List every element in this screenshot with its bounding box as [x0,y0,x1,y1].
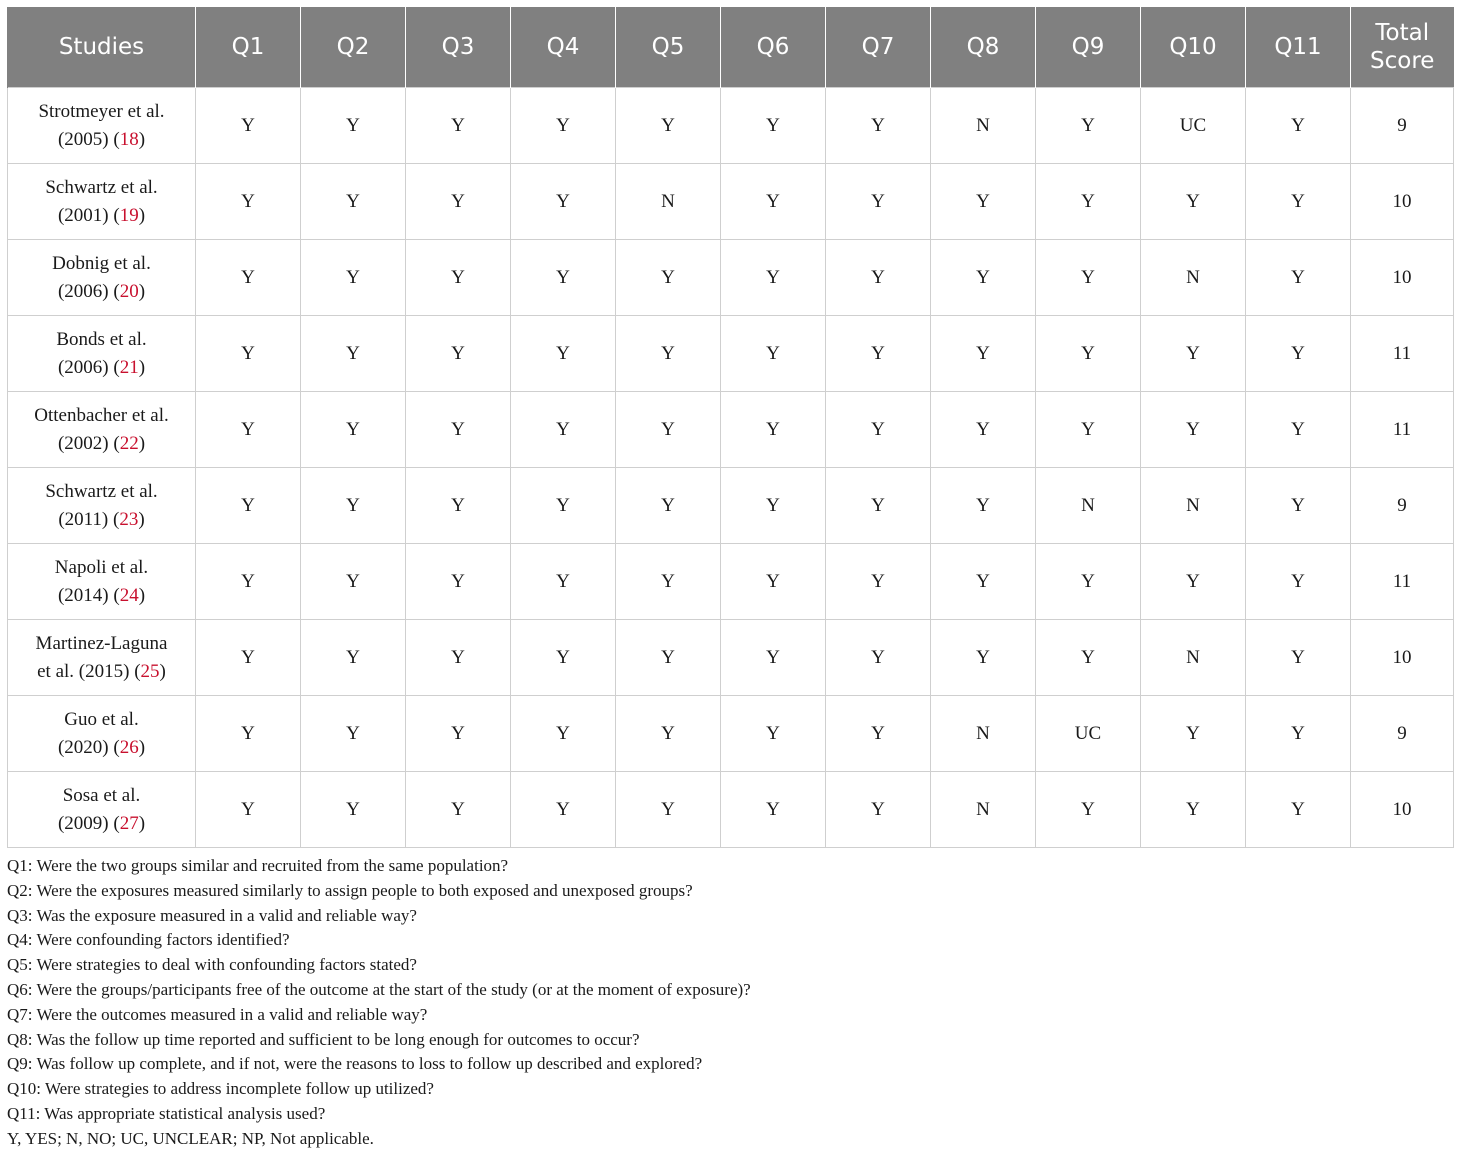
table-row [8,620,1454,696]
answer-cell-q10: N [1141,468,1246,544]
question-note: Q2: Were the exposures measured similarly to assign people to both exposed and unexposed groups? [7,880,693,900]
answer-cell-q9: Y [1036,88,1141,164]
answer-cell-q11: Y [1246,544,1351,620]
answer-cell-q8: Y [931,544,1036,620]
study-name: Ottenbacher et al. [34,404,169,426]
total-score-cell: 9 [1351,88,1454,164]
column-header-q10: Q10 [1141,7,1246,88]
answer-cell-q8: Y [931,620,1036,696]
answer-cell-q5: Y [616,316,721,392]
answer-cell-q4: Y [511,468,616,544]
answer-cell-q2: Y [301,392,406,468]
answer-cell-q9: Y [1036,316,1141,392]
reference-link[interactable]: 24 [119,584,139,606]
reference-link[interactable]: 19 [119,204,139,226]
answer-cell-q5: Y [616,240,721,316]
answer-cell-q2: Y [301,88,406,164]
reference-link[interactable]: 27 [119,812,139,834]
study-year: (2006) ( [57,356,120,378]
study-year-close: ) [138,280,146,302]
answer-cell-q9: Y [1036,620,1141,696]
study-cell [8,392,196,468]
answer-cell-q4: Y [511,772,616,848]
study-cell [8,544,196,620]
reference-link[interactable]: 21 [119,356,139,378]
answer-cell-q11: Y [1246,468,1351,544]
column-header-q7: Q7 [826,7,931,88]
answer-cell-q11: Y [1246,164,1351,240]
answer-cell-q7: Y [826,468,931,544]
total-score-cell: 11 [1351,544,1454,620]
study-cell [8,88,196,164]
answer-cell-q2: Y [301,240,406,316]
answer-cell-q2: Y [301,164,406,240]
answer-cell-q3: Y [406,544,511,620]
answer-cell-q6: Y [721,772,826,848]
answer-cell-q5: Y [616,88,721,164]
abbreviation-note: Y, YES; N, NO; UC, UNCLEAR; NP, Not applicable. [7,1128,374,1148]
question-note: Q6: Were the groups/participants free of the outcome at the start of the study (or at the moment of exposure)? [7,979,751,999]
reference-link[interactable]: 18 [119,128,139,150]
answer-cell-q7: Y [826,88,931,164]
study-cell [8,772,196,848]
total-score-cell: 11 [1351,392,1454,468]
answer-cell-q4: Y [511,164,616,240]
answer-cell-q6: Y [721,696,826,772]
answer-cell-q11: Y [1246,392,1351,468]
answer-cell-q4: Y [511,316,616,392]
study-year-close: ) [159,660,166,682]
table-row [8,468,1454,544]
answer-cell-q10: Y [1141,544,1246,620]
study-cell [8,620,196,696]
answer-cell-q7: Y [826,772,931,848]
answer-cell-q9: N [1036,468,1141,544]
answer-cell-q9: Y [1036,392,1141,468]
answer-cell-q8: N [931,772,1036,848]
answer-cell-q2: Y [301,772,406,848]
study-name: Sosa et al. [62,784,141,806]
study-year-close: ) [138,508,145,530]
study-cell [8,696,196,772]
study-name: Strotmeyer et al. [38,100,165,122]
answer-cell-q11: Y [1246,696,1351,772]
answer-cell-q2: Y [301,544,406,620]
study-cell [8,316,196,392]
answer-cell-q1: Y [196,316,301,392]
question-note: Q11: Was appropriate statistical analysis used? [7,1103,326,1123]
total-score-cell: 10 [1351,164,1454,240]
answer-cell-q4: Y [511,88,616,164]
question-note: Q3: Was the exposure measured in a valid and reliable way? [7,905,417,925]
column-header-q6: Q6 [721,7,826,88]
answer-cell-q7: Y [826,240,931,316]
table-row [8,316,1454,392]
question-note: Q9: Was follow up complete, and if not, were the reasons to loss to follow up described and explored? [7,1054,703,1074]
answer-cell-q10: Y [1141,696,1246,772]
answer-cell-q7: Y [826,164,931,240]
quality-assessment-table-wrapper [7,7,1453,1152]
column-header-q1: Q1 [196,7,301,88]
answer-cell-q7: Y [826,696,931,772]
study-year-close: ) [138,432,146,454]
column-header-q3: Q3 [406,7,511,88]
column-header-q5: Q5 [616,7,721,88]
table-row [8,164,1454,240]
answer-cell-q1: Y [196,544,301,620]
answer-cell-q5: Y [616,544,721,620]
answer-cell-q2: Y [301,696,406,772]
answer-cell-q4: Y [511,544,616,620]
total-score-cell: 10 [1351,772,1454,848]
answer-cell-q2: Y [301,468,406,544]
study-year: (2014) ( [57,584,120,606]
study-year: (2001) ( [57,204,120,226]
answer-cell-q5: Y [616,620,721,696]
answer-cell-q10: N [1141,240,1246,316]
answer-cell-q11: Y [1246,88,1351,164]
answer-cell-q9: Y [1036,772,1141,848]
study-year: et al. (2015) ( [37,660,141,682]
question-note: Q1: Were the two groups similar and recruited from the same population? [7,856,509,875]
answer-cell-q10: Y [1141,772,1246,848]
answer-cell-q3: Y [406,164,511,240]
answer-cell-q8: Y [931,468,1036,544]
study-year-close: ) [138,584,146,606]
answer-cell-q8: Y [931,240,1036,316]
total-score-cell: 9 [1351,696,1454,772]
answer-cell-q1: Y [196,240,301,316]
answer-cell-q1: Y [196,164,301,240]
study-cell [8,164,196,240]
study-name: Schwartz et al. [45,480,158,502]
study-year-close: ) [138,204,146,226]
answer-cell-q7: Y [826,544,931,620]
answer-cell-q5: Y [616,696,721,772]
column-header-q4: Q4 [511,7,616,88]
column-header-q11: Q11 [1246,7,1351,88]
answer-cell-q9: Y [1036,240,1141,316]
answer-cell-q4: Y [511,392,616,468]
answer-cell-q5: Y [616,468,721,544]
study-year: (2006) ( [57,280,120,302]
answer-cell-q6: Y [721,240,826,316]
reference-link[interactable]: 23 [119,508,139,530]
study-year-close: ) [138,812,146,834]
answer-cell-q10: Y [1141,316,1246,392]
answer-cell-q6: Y [721,88,826,164]
answer-cell-q10: UC [1141,88,1246,164]
answer-cell-q3: Y [406,620,511,696]
answer-cell-q4: Y [511,696,616,772]
answer-cell-q3: Y [406,316,511,392]
answer-cell-q3: Y [406,240,511,316]
table-header-row [8,7,1454,88]
answer-cell-q7: Y [826,620,931,696]
answer-cell-q6: Y [721,316,826,392]
answer-cell-q4: Y [511,620,616,696]
answer-cell-q1: Y [196,468,301,544]
answer-cell-q9: Y [1036,164,1141,240]
reference-link[interactable]: 20 [119,280,139,302]
column-header-q8: Q8 [931,7,1036,88]
answer-cell-q8: N [931,696,1036,772]
study-name: Bonds et al. [56,328,147,350]
study-year-close: ) [138,356,146,378]
total-score-cell: 9 [1351,468,1454,544]
answer-cell-q3: Y [406,392,511,468]
study-name: Napoli et al. [54,556,149,578]
column-header-total-score: Total Score [1351,7,1454,88]
answer-cell-q3: Y [406,468,511,544]
answer-cell-q1: Y [196,392,301,468]
answer-cell-q10: Y [1141,164,1246,240]
answer-cell-q7: Y [826,316,931,392]
study-name: Guo et al. [64,708,139,730]
answer-cell-q3: Y [406,772,511,848]
answer-cell-q6: Y [721,392,826,468]
answer-cell-q6: Y [721,544,826,620]
total-score-cell: 11 [1351,316,1454,392]
quality-assessment-table [7,7,1454,848]
study-cell [8,468,196,544]
answer-cell-q11: Y [1246,620,1351,696]
question-note: Q10: Were strategies to address incomplete follow up utilized? [7,1079,434,1099]
reference-link[interactable]: 26 [119,736,139,758]
answer-cell-q1: Y [196,88,301,164]
question-note: Q7: Were the outcomes measured in a valid and reliable way? [7,1004,428,1024]
answer-cell-q11: Y [1246,772,1351,848]
table-row [8,392,1454,468]
study-cell [8,240,196,316]
answer-cell-q3: Y [406,88,511,164]
column-header-studies: Studies [8,7,196,88]
answer-cell-q9: UC [1036,696,1141,772]
answer-cell-q8: Y [931,164,1036,240]
answer-cell-q4: Y [511,240,616,316]
total-score-cell: 10 [1351,620,1454,696]
table-row [8,696,1454,772]
total-score-cell: 10 [1351,240,1454,316]
answer-cell-q8: Y [931,392,1036,468]
answer-cell-q6: Y [721,620,826,696]
study-year: (2020) ( [57,736,120,758]
question-note: Q4: Were confounding factors identified? [7,930,290,950]
reference-link[interactable]: 22 [119,432,139,454]
study-year: (2009) ( [57,812,120,834]
study-name: Martinez-Laguna [35,632,168,654]
study-year: (2005) ( [57,128,120,150]
answer-cell-q11: Y [1246,316,1351,392]
study-name: Schwartz et al. [45,176,158,198]
answer-cell-q2: Y [301,620,406,696]
study-year: (2002) ( [57,432,120,454]
question-note: Q5: Were strategies to deal with confounding factors stated? [7,955,417,975]
study-year: (2011) ( [58,508,120,530]
answer-cell-q1: Y [196,772,301,848]
column-header-q2: Q2 [301,7,406,88]
study-year-close: ) [138,736,146,758]
table-row [8,544,1454,620]
answer-cell-q9: Y [1036,544,1141,620]
answer-cell-q11: Y [1246,240,1351,316]
study-name: Dobnig et al. [52,252,151,274]
answer-cell-q6: Y [721,164,826,240]
answer-cell-q10: N [1141,620,1246,696]
answer-cell-q10: Y [1141,392,1246,468]
study-year-close: ) [138,128,146,150]
answer-cell-q8: N [931,88,1036,164]
answer-cell-q2: Y [301,316,406,392]
column-header-q9: Q9 [1036,7,1141,88]
table-row [8,772,1454,848]
answer-cell-q5: Y [616,392,721,468]
answer-cell-q5: N [616,164,721,240]
question-note: Q8: Was the follow up time reported and sufficient to be long enough for outcomes to occur? [7,1029,640,1049]
table-row [8,240,1454,316]
table-footnotes [7,854,1453,1152]
answer-cell-q1: Y [196,696,301,772]
reference-link[interactable]: 25 [140,660,160,682]
answer-cell-q8: Y [931,316,1036,392]
answer-cell-q6: Y [721,468,826,544]
table-row [8,88,1454,164]
answer-cell-q1: Y [196,620,301,696]
answer-cell-q3: Y [406,696,511,772]
answer-cell-q7: Y [826,392,931,468]
answer-cell-q5: Y [616,772,721,848]
table-body [8,88,1454,848]
